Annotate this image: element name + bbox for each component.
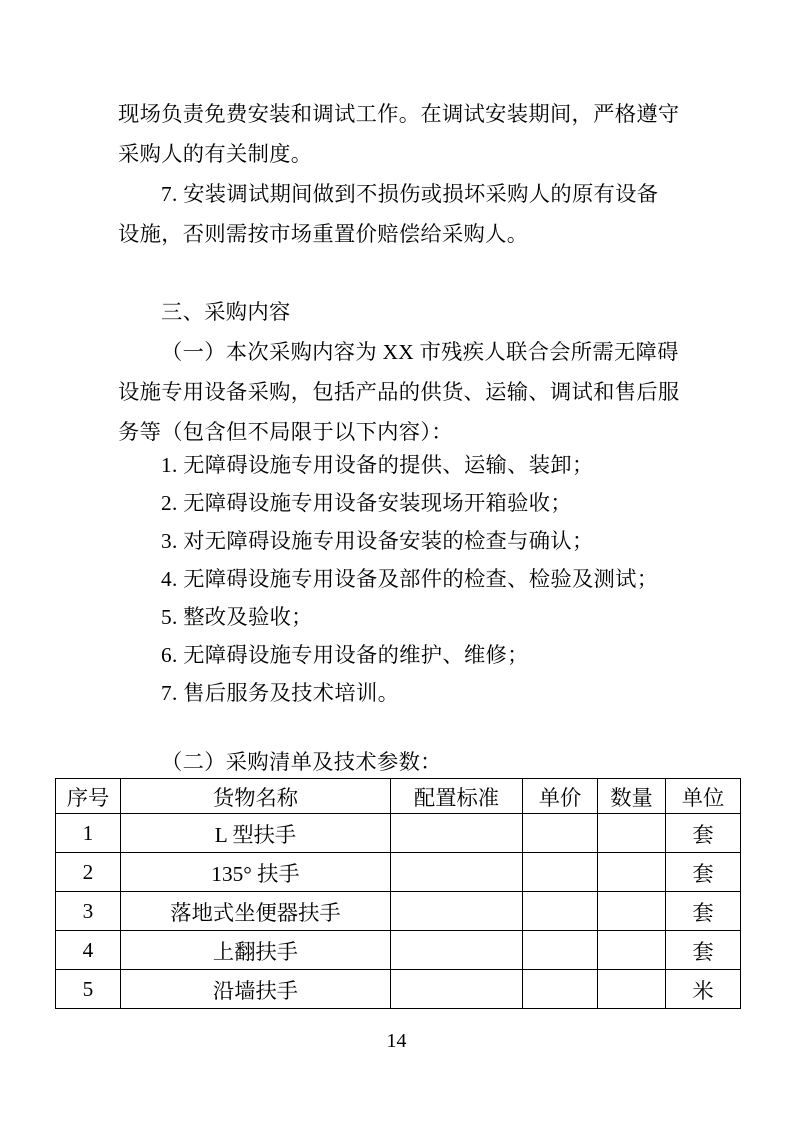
table-cell-price xyxy=(523,892,598,931)
list-item: 4. 无障碍设施专用设备及部件的检查、检验及测试； xyxy=(161,567,659,591)
table-header-cell: 单位 xyxy=(666,779,741,814)
paragraph-line: 7. 安装调试期间做到不损伤或损坏采购人的原有设备 xyxy=(161,182,659,206)
table-cell-unit: 套 xyxy=(666,931,741,970)
table-cell-seq: 3 xyxy=(56,892,121,931)
table-cell-qty xyxy=(598,853,666,892)
body-text xyxy=(118,94,682,782)
table-cell-qty xyxy=(598,931,666,970)
paragraph-line: 现场负责免费安装和调试工作。在调试安装期间，严格遵守 xyxy=(118,102,680,126)
paragraph-line: 采购人的有关制度。 xyxy=(118,142,313,166)
list-item: 5. 整改及验收； xyxy=(161,605,313,629)
table-cell-price xyxy=(523,970,598,1009)
table-cell-name: L 型扶手 xyxy=(121,814,391,853)
intro-line: 设施专用设备采购，包括产品的供货、运输、调试和售后服 xyxy=(118,380,680,404)
page-number: 14 xyxy=(386,1030,407,1052)
table-header-cell: 单价 xyxy=(523,779,598,814)
table-header-cell: 货物名称 xyxy=(121,779,391,814)
table-row xyxy=(56,853,741,892)
list-item: 6. 无障碍设施专用设备的维护、维修； xyxy=(161,643,529,667)
table-header-cell: 序号 xyxy=(56,779,121,814)
table-row xyxy=(56,814,741,853)
table-row xyxy=(56,931,741,970)
table-header-cell: 配置标准 xyxy=(391,779,523,814)
table-heading: （二）采购清单及技术参数： xyxy=(161,750,442,774)
procurement-table xyxy=(55,778,741,1009)
table-header-cell: 数量 xyxy=(598,779,666,814)
table-row xyxy=(56,970,741,1009)
table-cell-qty xyxy=(598,970,666,1009)
procurement-table-container xyxy=(55,778,741,1009)
list-item: 3. 对无障碍设施专用设备安装的检查与确认； xyxy=(161,529,594,553)
list-item: 7. 售后服务及技术培训。 xyxy=(161,681,400,705)
table-cell-spec xyxy=(391,853,523,892)
table-cell-name: 沿墙扶手 xyxy=(121,970,391,1009)
table-cell-seq: 5 xyxy=(56,970,121,1009)
table-row xyxy=(56,892,741,931)
table-cell-spec xyxy=(391,814,523,853)
table-cell-qty xyxy=(598,814,666,853)
table-cell-seq: 4 xyxy=(56,931,121,970)
table-cell-qty xyxy=(598,892,666,931)
table-cell-seq: 2 xyxy=(56,853,121,892)
table-header-row xyxy=(56,779,741,814)
table-cell-spec xyxy=(391,892,523,931)
intro-line: （一）本次采购内容为 XX 市残疾人联合会所需无障碍 xyxy=(161,340,679,364)
table-cell-price xyxy=(523,931,598,970)
table-cell-unit: 套 xyxy=(666,892,741,931)
list-item: 1. 无障碍设施专用设备的提供、运输、装卸； xyxy=(161,453,594,477)
paragraph-line: 设施，否则需按市场重置价赔偿给采购人。 xyxy=(118,222,529,246)
list-item: 2. 无障碍设施专用设备安装现场开箱验收； xyxy=(161,491,572,515)
table-cell-price xyxy=(523,853,598,892)
table-cell-seq: 1 xyxy=(56,814,121,853)
table-cell-unit: 套 xyxy=(666,814,741,853)
numbered-list xyxy=(118,446,682,712)
table-cell-spec xyxy=(391,931,523,970)
table-cell-name: 落地式坐便器扶手 xyxy=(121,892,391,931)
intro-line: 务等（包含但不局限于以下内容）： xyxy=(118,420,453,444)
table-cell-spec xyxy=(391,970,523,1009)
section-heading: 三、采购内容 xyxy=(161,300,291,324)
table-cell-unit: 套 xyxy=(666,853,741,892)
table-cell-name: 135° 扶手 xyxy=(121,853,391,892)
table-cell-name: 上翻扶手 xyxy=(121,931,391,970)
table-cell-price xyxy=(523,814,598,853)
table-cell-unit: 米 xyxy=(666,970,741,1009)
